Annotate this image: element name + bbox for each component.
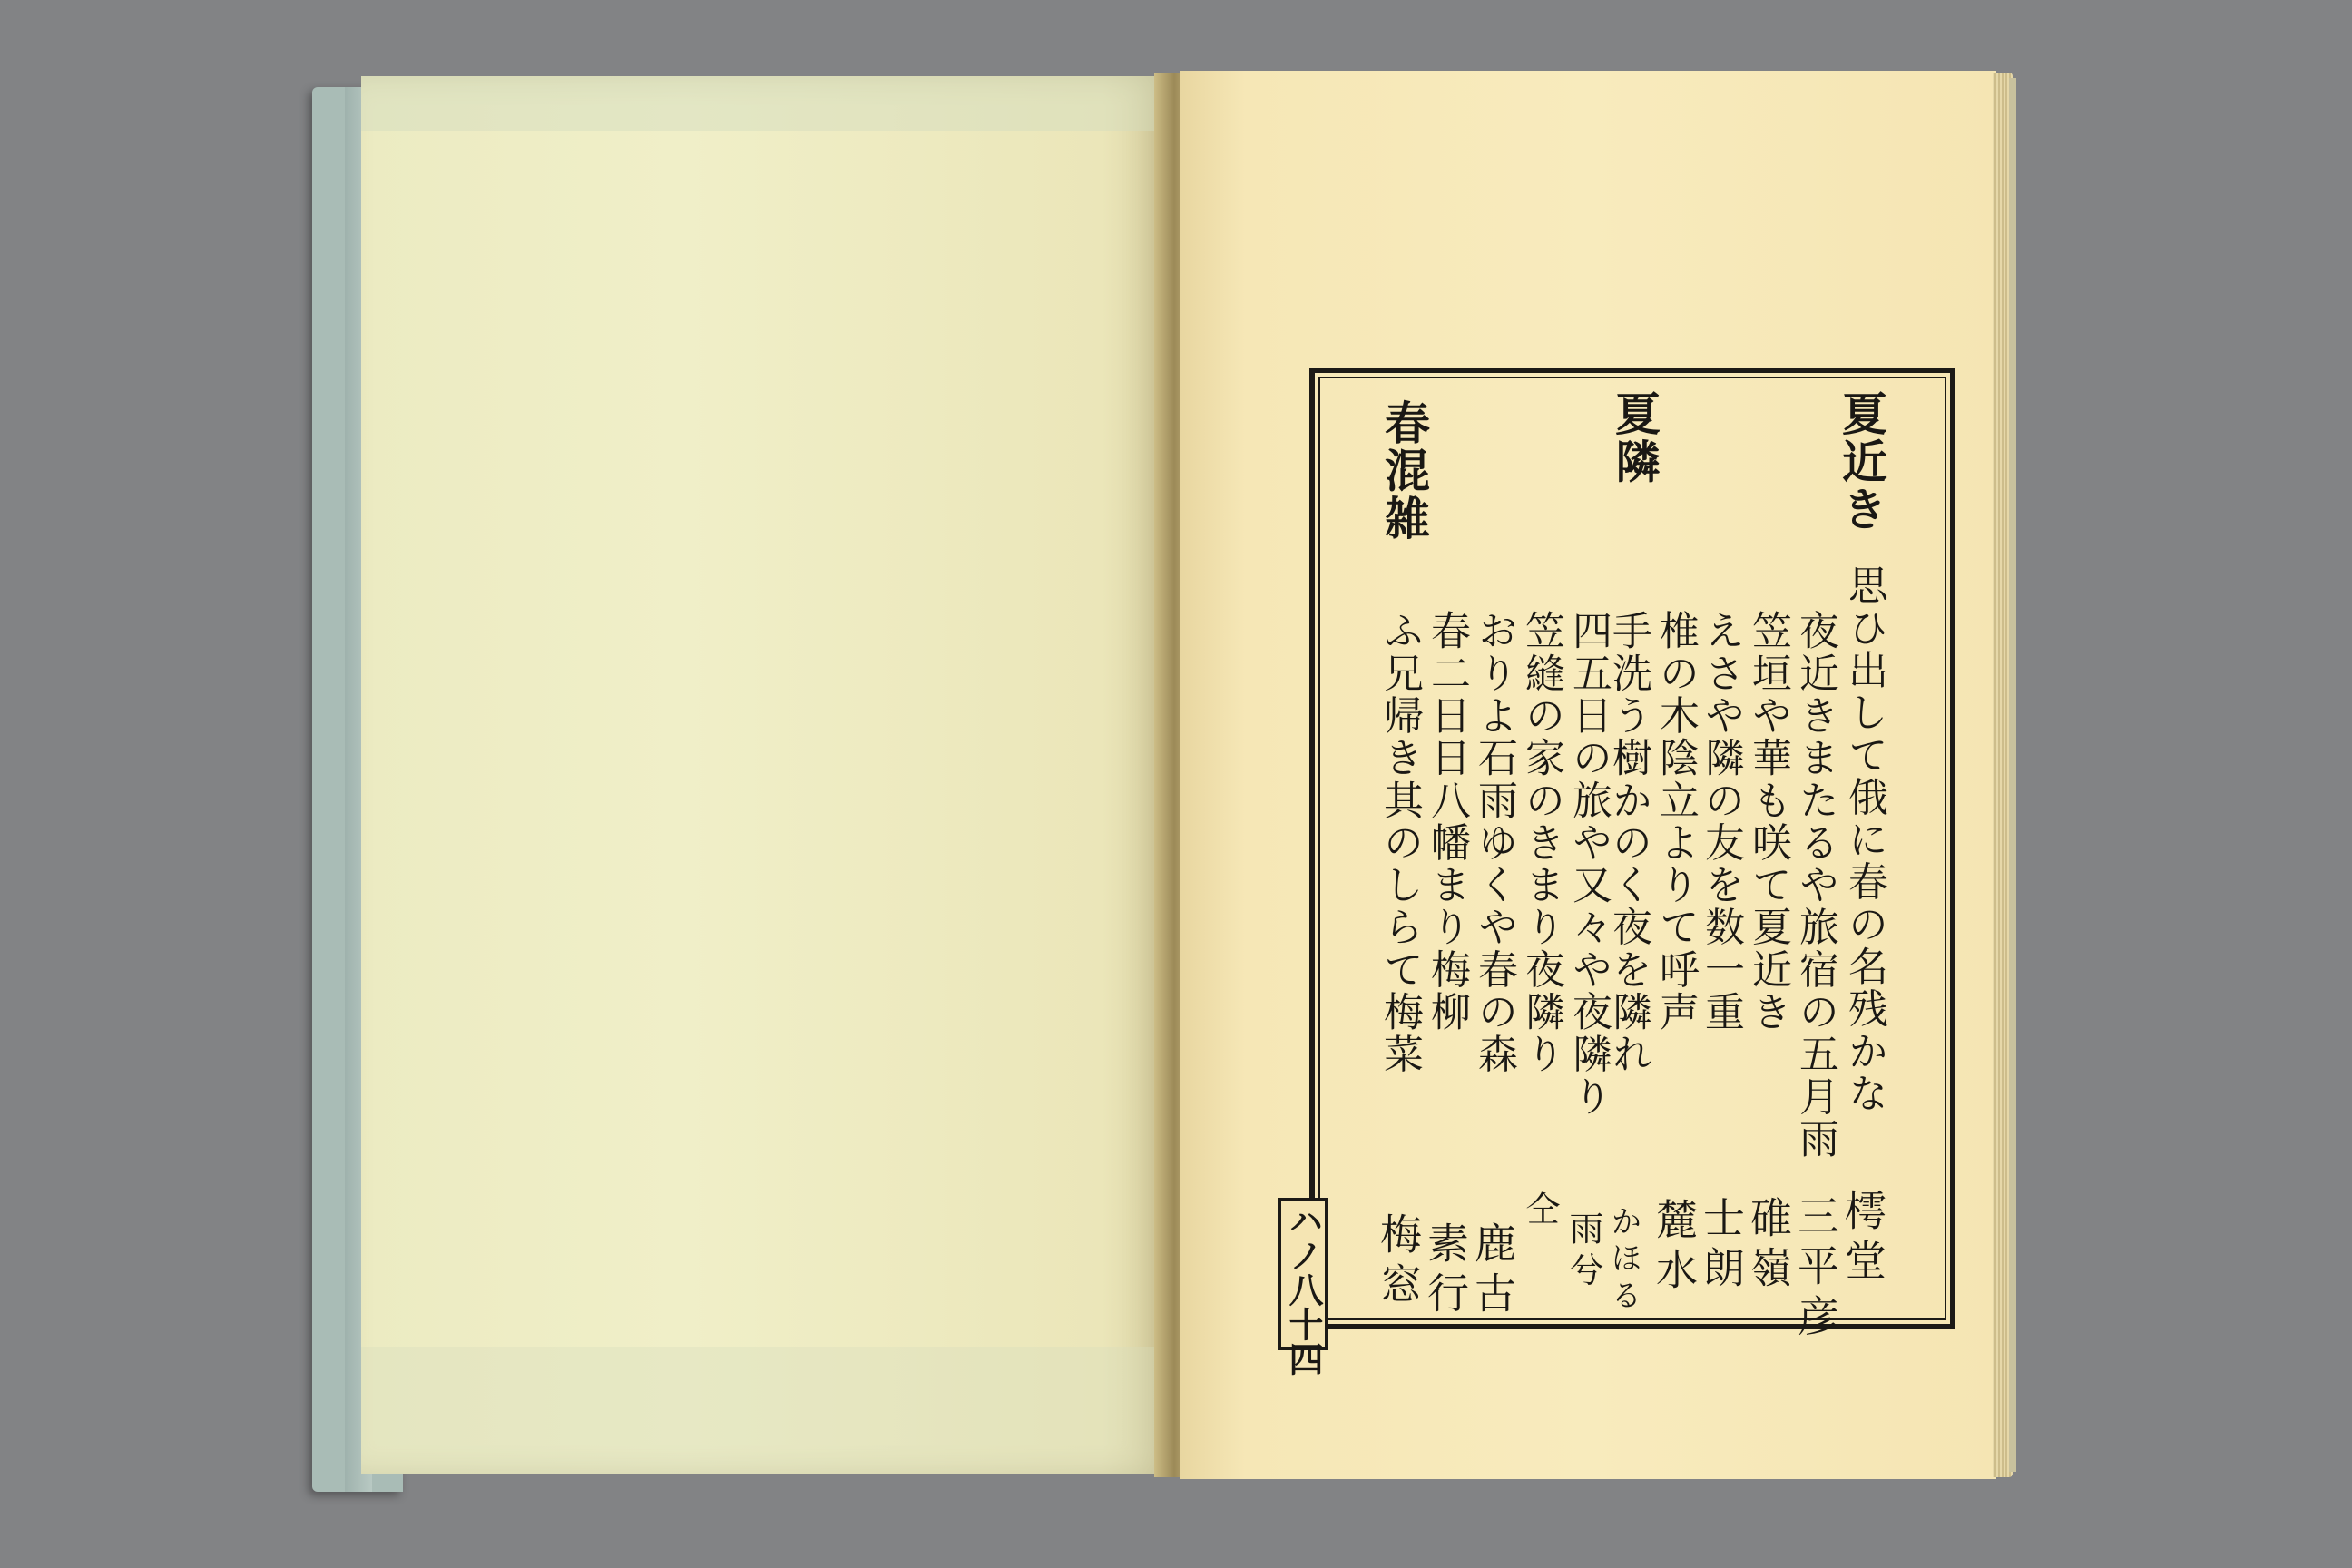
page-marker-label: ハノ八十四 [1283,1203,1324,1376]
blank-flyleaf-page [361,76,1167,1474]
poem-2: 夜近きまたるや旅宿の五月雨 [1792,610,1838,1161]
flyleaf-bottom-band [361,1347,1167,1474]
author-4: 士朗 [1697,1196,1746,1297]
heading-haru-konzatsu: 春混雑 [1377,399,1431,543]
author-3: 碓嶺 [1744,1196,1793,1297]
poem-4: えさや隣の友を数一重 [1698,610,1744,1034]
flyleaf-top-band [361,76,1167,131]
poem-7: 四五日の旅や又々や夜隣り [1565,610,1612,1118]
heading-natsu-tonari: 夏隣 [1608,390,1661,485]
heading-natsu-chikaki: 夏近き [1835,390,1888,534]
back-cover-edge [2009,78,2016,1472]
poem-6: 手洗う樹かのく夜を隣れ [1605,610,1651,1076]
author-9: 鹿古 [1468,1221,1517,1322]
author-2: 三平彦 [1791,1194,1840,1345]
poem-1: 思ひ出して俄に春の名残かな [1841,564,1887,1115]
poem-11: ふ兄帰き其のしらて梅菜 [1377,610,1423,1076]
poem-8: 笠縫の家のきまり夜隣り [1518,610,1564,1076]
author-11: 梅窓 [1374,1212,1423,1313]
author-5: 麓水 [1650,1198,1699,1298]
poem-9: おりよ石雨ゆくや春の森 [1471,610,1517,1076]
poem-5: 椎の木陰立よりて呼声 [1652,610,1699,1034]
author-7: 雨兮 [1563,1210,1603,1294]
author-6: かほる [1605,1205,1642,1317]
author-1: 樗堂 [1838,1189,1887,1289]
author-8: 仝 [1520,1191,1560,1232]
author-10: 素行 [1421,1221,1470,1322]
poem-3: 笠垣や華も咲て夏近き [1745,610,1791,1034]
poem-10: 春二日日八幡まり梅柳 [1424,610,1470,1034]
